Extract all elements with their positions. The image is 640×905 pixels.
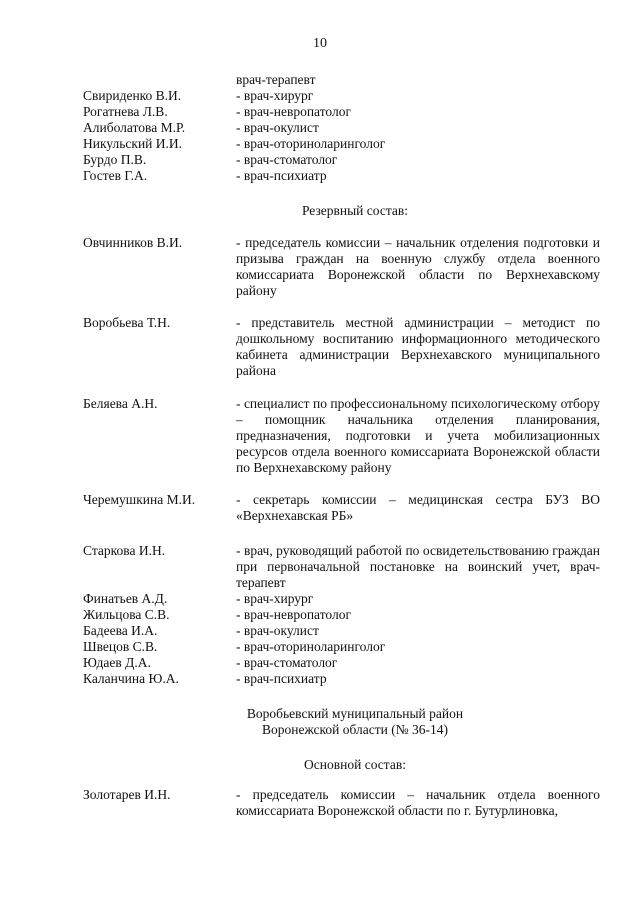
member-role: - врач-стоматолог xyxy=(236,655,338,670)
member-role: - врач-психиатр xyxy=(236,671,327,686)
member-name: Финатьев А.Д. xyxy=(83,591,168,606)
member-name: Золотарев И.Н. xyxy=(83,787,171,802)
main-heading: Основной состав: xyxy=(304,757,406,772)
member-role: - врач-психиатр xyxy=(236,168,327,183)
member-role: - врач-хирург xyxy=(236,591,314,606)
member-name: Рогатнева Л.В. xyxy=(83,104,168,119)
member-role: - специалист по профессиональному психологическому отбору – помощник начальника отделения планирования, предназначения, подготовки и учета мобилизационных ресурсов отдела военного комиссариата Воронежской области по Верхнехавскому району xyxy=(236,396,600,475)
district-line-2: Воронежской области (№ 36-14) xyxy=(261,722,448,737)
member-name: Воробьева Т.Н. xyxy=(83,315,171,330)
member-name: Жильцова С.В. xyxy=(83,607,170,622)
member-name: Бадеева И.А. xyxy=(83,623,158,638)
member-role: - врач-оториноларинголог xyxy=(236,639,386,654)
member-name: Свириденко В.И. xyxy=(83,88,182,103)
member-role: - врач-невропатолог xyxy=(236,104,352,119)
member-role: - врач-окулист xyxy=(236,623,319,638)
member-role: - врач-окулист xyxy=(236,120,319,135)
member-name: Алиболатова М.Р. xyxy=(83,120,186,135)
member-name: Овчинников В.И. xyxy=(83,235,183,250)
page-number: 10 xyxy=(313,36,327,51)
member-name: Гостев Г.А. xyxy=(83,168,148,183)
member-role: - секретарь комиссии – медицинская сестра БУЗ ВО «Верхнехавская РБ» xyxy=(236,492,600,523)
member-role: - председатель комиссии – начальник отдела военного комиссариата Воронежской области по г. Бутурлиновка, xyxy=(236,787,600,818)
member-role: - представитель местной администрации – методист по дошкольному воспитанию информационного методического кабинета администрации Верхнехавского муниципального района xyxy=(236,315,600,378)
member-name: Швецов С.В. xyxy=(83,639,158,654)
member-name: Бурдо П.В. xyxy=(83,152,147,167)
member-name: Каланчина Ю.А. xyxy=(83,671,179,686)
member-role: - врач-стоматолог xyxy=(236,152,338,167)
reserve-heading: Резервный состав: xyxy=(301,203,409,218)
member-name: Старкова И.Н. xyxy=(83,543,166,558)
member-role: - врач-хирург xyxy=(236,88,314,103)
member-role: - председатель комиссии – начальник отделения подготовки и призыва граждан на военную службу отдела военного комиссариата Воронежской области по Верхнехавскому району xyxy=(236,235,600,298)
carryover-role: врач-терапевт xyxy=(236,72,316,87)
member-role: - врач-оториноларинголог xyxy=(236,136,386,151)
member-name: Черемушкина М.И. xyxy=(83,492,196,507)
district-line-1: Воробьевский муниципальный район xyxy=(246,706,464,721)
member-role: - врач, руководящий работой по освидетельствованию граждан при первоначальной постановке на воинский учет, врач-терапевт xyxy=(236,543,600,590)
member-name: Юдаев Д.А. xyxy=(83,655,151,670)
member-name: Беляева А.Н. xyxy=(83,396,158,411)
member-name: Никульский И.И. xyxy=(83,136,183,151)
member-role: - врач-невропатолог xyxy=(236,607,352,622)
